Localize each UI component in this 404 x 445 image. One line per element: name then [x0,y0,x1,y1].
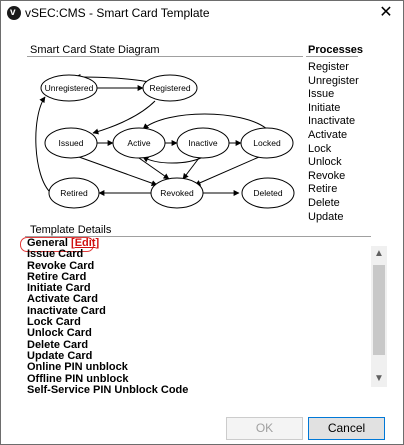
process-item: Unregister [308,74,359,87]
processes-section-label: Processes [308,44,364,56]
process-item: Lock [308,142,332,155]
state-revoked-label: Revoked [160,188,194,198]
process-item: Register [308,61,349,73]
cancel-button[interactable]: Cancel [308,417,385,440]
state-registered-label: Registered [149,83,191,93]
details-row[interactable]: Update Card [27,349,93,362]
close-icon: ✕ [379,4,393,21]
edge-issued-revoked [79,157,157,185]
template-details-list[interactable] [25,238,370,398]
edge-locked-active [143,114,267,129]
details-row[interactable]: Online PIN unblock [27,361,128,374]
window-title: vSEC:CMS - Smart Card Template [25,6,210,20]
details-row[interactable]: Offline PIN unblock [27,372,129,385]
close-button[interactable] [375,3,397,23]
details-scrollbar[interactable] [371,246,387,387]
process-item: Inactivate [308,115,356,128]
state-diagram [27,57,307,225]
edge-locked-revoked [195,157,259,185]
state-locked-label: Locked [253,138,281,148]
details-row[interactable]: Revoke Card [27,259,95,272]
details-row[interactable]: Initiate Card [27,282,91,295]
diagram-section-label: Smart Card State Diagram [30,44,160,56]
edit-general-link[interactable]: [Edit] [71,238,100,249]
details-row[interactable]: Self-Service PIN Unblock Code [27,383,189,396]
processes-divider [306,56,358,57]
edge-inactive-active [143,157,203,163]
app-logo-icon: v [7,6,21,20]
details-row[interactable]: Retire Card [27,270,87,283]
chevron-down-icon: ▼ [374,373,384,384]
scroll-up-button[interactable] [371,246,387,262]
title-bar [1,1,403,27]
ok-button[interactable]: OK [226,417,303,440]
details-row[interactable]: Lock Card [27,316,81,329]
process-item: Activate [308,128,348,141]
process-list [308,61,359,224]
details-section-label: Template Details [30,224,112,236]
chevron-up-icon: ▲ [374,248,384,259]
process-item: Retire [308,183,338,196]
state-active-label: Active [127,138,151,148]
process-item: Initiate [308,101,341,114]
process-item: Delete [308,196,340,209]
details-row[interactable]: Activate Card [27,293,98,306]
process-item: Issue [308,88,335,101]
scroll-down-button[interactable] [371,371,387,387]
state-deleted-label: Deleted [253,188,283,198]
details-row[interactable]: Inactivate Card [27,304,106,317]
scroll-thumb[interactable] [373,265,385,355]
details-row[interactable]: Delete Card [27,338,89,351]
process-item: Unlock [308,156,342,169]
state-retired-label: Retired [60,188,88,198]
details-row-general[interactable]: General [Edit] [27,238,100,249]
details-row[interactable]: Unlock Card [27,327,92,340]
state-issued-label: Issued [58,138,84,148]
process-item: Revoke [308,169,346,182]
state-unregistered-label: Unregistered [44,83,94,93]
process-item: Update [308,210,344,223]
state-inactive-label: Inactive [188,138,218,148]
details-row[interactable]: Issue Card [27,248,84,261]
